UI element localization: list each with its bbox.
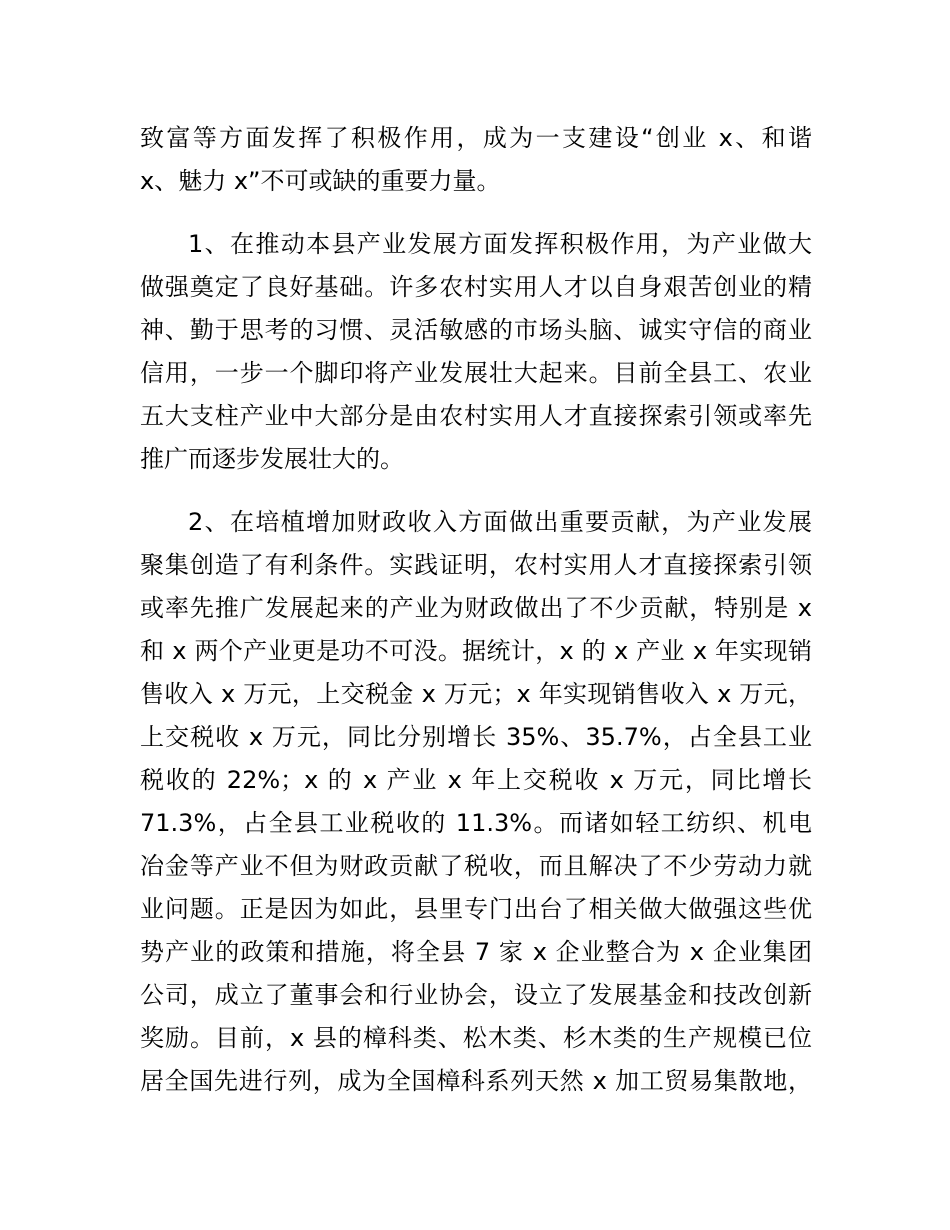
text-line: 五大支柱产业中大部分是由农村实用人才直接探索引领或率先 [140,402,812,430]
text-line: 1、在推动本县产业发展方面发挥积极作用，为产业做大 [188,230,812,258]
text-line: 居全国先进行列，成为全国樟科系列天然 x 加工贸易集散地， [140,1067,812,1095]
text-line: 2、在培植增加财政收入方面做出重要贡献，为产业发展 [188,508,812,536]
text-line: 冶金等产业不但为财政贡献了税收，而且解决了不少劳动力就 [140,852,812,880]
text-line: 公司，成立了董事会和行业协会，设立了发展基金和技改创新 [140,981,812,1009]
text-line: 和 x 两个产业更是功不可没。据统计，x 的 x 产业 x 年实现销 [140,637,812,665]
text-line: 推广而逐步发展壮大的。 [140,445,404,473]
document-body [140,117,812,1103]
text-line: 业问题。正是因为如此，县里专门出台了相关做大做强这些优 [140,895,812,923]
text-line: 或率先推广发展起来的产业为财政做出了不少贡献，特别是 x [140,594,812,622]
text-line: 聚集创造了有利条件。实践证明，农村实用人才直接探索引领 [140,551,812,579]
text-line: 势产业的政策和措施，将全县 7 家 x 企业整合为 x 企业集团 [140,938,812,966]
text-line: 售收入 x 万元，上交税金 x 万元；x 年实现销售收入 x 万元， [140,680,812,708]
paragraph-point-2 [140,501,812,1103]
text-line: 信用，一步一个脚印将产业发展壮大起来。目前全县工、农业 [140,359,812,387]
text-line: 税收的 22%；x 的 x 产业 x 年上交税收 x 万元，同比增长 [140,766,812,794]
text-line: 奖励。目前，x 县的樟科类、松木类、杉木类的生产规模已位 [140,1024,812,1052]
paragraph-intro-continuation [140,117,812,203]
text-line: 做强奠定了良好基础。许多农村实用人才以自身艰苦创业的精 [140,273,812,301]
text-line: 71.3%，占全县工业税收的 11.3%。而诸如轻工纺织、机电 [140,809,812,837]
text-line: 神、勤于思考的习惯、灵活敏感的市场头脑、诚实守信的商业 [140,316,812,344]
text-line: 上交税收 x 万元，同比分别增长 35%、35.7%，占全县工业 [140,723,812,751]
paragraph-point-1 [140,223,812,481]
text-line: x、魅力 x”不可或缺的重要力量。 [140,167,501,195]
text-line: 致富等方面发挥了积极作用，成为一支建设“创业 x、和谐 [140,124,812,152]
